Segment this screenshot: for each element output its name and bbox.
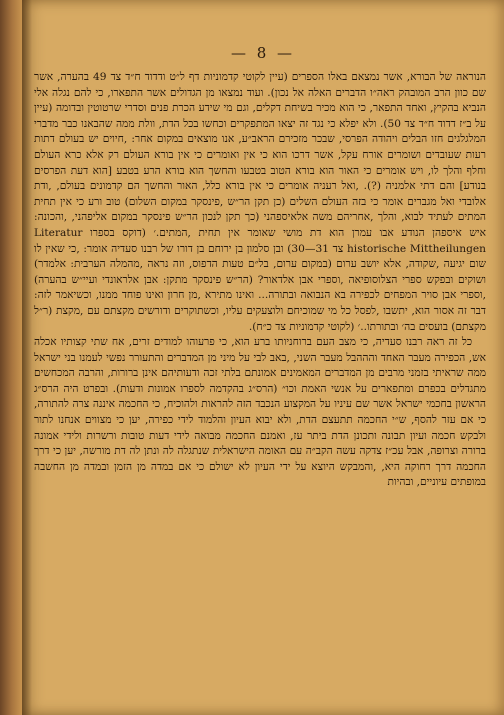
paragraph: כל זה ראה רבנו סעדיה, כי מצב העם ברוחניותו ברע הוא, כי פרעוהו למודים זרים, אח שתי קצותיו אכלה אש, הכפירה מעבר האחד והההבל מעבר השני, ,באב לבי על מיני מן המדברים והתעורר נפשי לעמנו בני ישראל ממה שראיתי בזמני מרבים מן המדברים המאמינים אמונתם בלתי זכה ודעותיהם אינן ברורות, והרבה המכחשים מתגדלים בכפרם ומתפארים על אנשי האמת וכו״ (הרס״ג בהקדמה לספרו אמונות ודעות). ובפרט היה הרס״ג הראשון בחכמי ישראל אשר שם עיניו על המקצוע הנכבד הזה להראות ולהוכיח, כי החכמה איננה צרה להתורה, כי אם עזר להסף, ש״י החכמה תתעצם הדת, ולא יבוא העיון והלמוד לידי כפירה, יען כי מצווים אנחנו לתור ולבקש חכמה ועיון תבונה ותכונן הדת ביתר עז, ואמנם החכמה מבואה לידי דעות טובות ורשרות ולידי אמונה ברורה וצרופה, אבל עכ״ז צדקה עשה הקב״ה עם האומה הישראלית שנתגלה לה ונתן לה דת מורשה, יען כי דרך החכמה דרך רחוקה היא, ,והמבקש היוצא על ידי העיון לא ישולם כי אם במדה מן הזמן ובמדה מן החשבה במופתים עיוניים, ובהיות — [34, 336, 486, 489]
book-page — [22, 0, 504, 715]
page-number: — 8 — — [230, 44, 296, 62]
page-body-text — [34, 70, 486, 491]
page-gutter-shadow — [22, 0, 32, 715]
paragraph: הנוראה של הבורא, אשר נמצאם באלו הספרים (עיין לקוטי קדמוניות דף ל״ט ודדוד ח״ד צד 49 בהערה, אשר שם כוון הרב המובהק ראה״ו הדברים האלה אל נכון). ועוד נמצאו מן הגדולים אשר התפארו, כי להם נגלה אלי הנביא בהקיץ, ואחד התפאר, כי הוא מכיר בשיחת דקלים, וגם מי שידע הכרת פנים וסדרי שרטוטין ובדומה (עיין על ב״ז דדוד ח״ד צד 50). ולא יפלא כי נגד זה יצאו המתפקרים וכחשו בכל הדת, וולת ממה שהבאנו כבר מדברי המלגלגים חזו הבלים ויהודה הפרסי, שבכר מזכירם הראב״ע, אנו מוצאים במקום אחר: ,חיוים יש בעולם דתות רעות שעובדים ושומרים אורח עקל, אשר דרכו הוא כי אין ואומרים כי אין בורא העולם רק אלא כרא העולם וחלף והלך לו, ויש אומרים כי האור הוא בורא הטוב בטבעו והחשך הוא בורא הרע בטבע [הוא דעת הפרסים בנודע] והם דתי אלמניה (?). ,ואל רעניה אומרים כי אין בורא כלל, האור והחשך הם קדמונים בעולם, ,ודת אלובדי ואל מגברים אומר כי בזה העולם השלים (כן תקן הר״ש ,פינסקר במקום השלום) טוב ורע כי אין תחית המתים לעתיד לבוא, והלך ,אחריהם משה אלאיספהני (כך תקן לנכון הר״ש פינסקר במקום אליפהני, ,והכונה: איש איספהן הנודע אבו עמרן הוא דת מושי שאומר אין תחית ,המתים.׳ (דוקס בספרו Literatur historische Mittheilungen צד 31—30) ובן סלמון בן ירוחם בן דורו של רבנו סעדיה אומר: ,כי שאין לו שום יגיעה ,שקודה, אלא יושב ערום (במקום ערום, בל״ם טעות הדפוס, וזה נראה ,מהמלה הערבית: אלמדר) ושוקים ובפקש ספרי הצלוסופיאה ,וספרי אבן אלדאור? (הר״ש פינסקר מתקן: אבן אלראונדי ועיי״ש בהערה) ,וספרי אבן סויר המפחים לכפירה בא הנבואה ובתורה... ואינו מתירא ,מן חרון ואינו פוחד ממנו, וכשיאמר לזה: דבר זה אסור הוא, יתשבו ,לפסל כל מי שמוכיחם ולוצעקים עליו, וכשתוקרים ודורשים מקצתם עם ,מקצת (ר״ל מקצתם) בועסים בה׳ ובתורתו..׳ (לקוטי קדמוניות צד כ״ח). — [34, 71, 487, 333]
previous-page-edge — [0, 0, 22, 715]
